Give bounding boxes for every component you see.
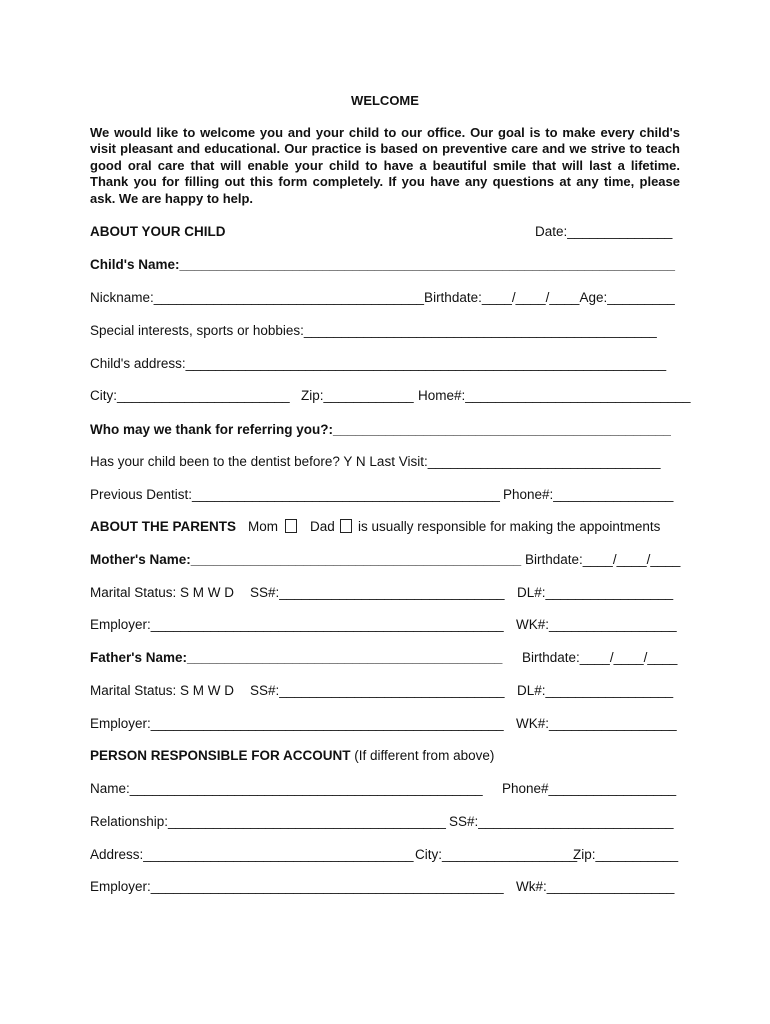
referral-row [90, 422, 682, 440]
mothers-name-field[interactable]: Mother's Name:____________________________________________ [90, 552, 522, 567]
zip-field[interactable]: Zip:____________ [301, 388, 414, 403]
mother-ss-field[interactable]: SS#:______________________________ [250, 585, 505, 600]
account-name-field[interactable]: Name:_______________________________________________ [90, 781, 483, 796]
dentist-phone-field[interactable]: Phone#:________________ [503, 487, 674, 502]
mother-employer-row [90, 617, 682, 635]
account-ss-field[interactable]: SS#:__________________________ [449, 814, 674, 829]
account-relationship-row [90, 814, 682, 832]
referral-field[interactable]: Who may we thank for referring you?:_____________________________________________ [90, 422, 671, 437]
intro-paragraph [90, 125, 680, 207]
childs-name-row [90, 257, 682, 275]
mothers-birthdate-field[interactable]: Birthdate:____/____/____ [525, 552, 681, 567]
account-name-row [90, 781, 682, 799]
form-title: WELCOME [351, 93, 419, 108]
dad-checkbox[interactable] [340, 519, 352, 533]
dad-label: Dad [310, 519, 335, 534]
fathers-name-field[interactable]: Father's Name:__________________________________________ [90, 650, 503, 665]
account-employer-field[interactable]: Employer:_______________________________________________ [90, 879, 504, 894]
account-phone-field[interactable]: Phone#_________________ [502, 781, 677, 796]
father-marital-status[interactable]: Marital Status: S M W D [90, 683, 235, 698]
previous-dentist-row [90, 487, 682, 505]
account-address-row [90, 847, 682, 865]
father-marital-row [90, 683, 682, 701]
parents-heading: ABOUT THE PARENTS [90, 519, 237, 534]
interests-field[interactable]: Special interests, sports or hobbies:_______________________________________________ [90, 323, 657, 338]
city-field[interactable]: City:_______________________ [90, 388, 290, 403]
dentist-before-field[interactable]: Has your child been to the dentist before? Y N Last Visit:_______________________________ [90, 454, 661, 469]
fathers-name-row [90, 650, 682, 668]
intro-text: We would like to welcome you and your child to our office. Our goal is to make every child's visit pleasant and educational. Our practice is based on preventive care and we strive to teach good oral care that will enable your child to have a beautiful smile that will last a lifetime. Thank you for filling out this form completely. If you have any questions at any time, please ask. We are happy to help. [90, 125, 680, 206]
account-wk-field[interactable]: Wk#:_________________ [516, 879, 675, 894]
parents-header-row [90, 519, 682, 537]
childs-name-field[interactable]: Child's Name:__________________________________________________________________ [90, 257, 676, 272]
relationship-field[interactable]: Relationship:_____________________________________ [90, 814, 446, 829]
nickname-birthdate-age-field[interactable]: Nickname:____________________________________Birthdate:____/____/____Age:_________ [90, 290, 675, 305]
account-employer-row [90, 879, 682, 897]
mom-label: Mom [248, 519, 278, 534]
home-phone-field[interactable]: Home#:______________________________ [418, 388, 691, 403]
account-address-field[interactable]: Address:____________________________________ [90, 847, 414, 862]
father-employer-field[interactable]: Employer:_______________________________________________ [90, 716, 504, 731]
dentist-before-row [90, 454, 682, 472]
child-address-row [90, 356, 682, 374]
father-wk-field[interactable]: WK#:_________________ [516, 716, 677, 731]
mother-employer-field[interactable]: Employer:_______________________________________________ [90, 617, 504, 632]
mom-checkbox[interactable] [285, 519, 297, 533]
fathers-birthdate-field[interactable]: Birthdate:____/____/____ [522, 650, 678, 665]
account-city-field[interactable]: City:__________________ [415, 847, 578, 862]
account-zip-field[interactable]: Zip:___________ [573, 847, 679, 862]
mother-dl-field[interactable]: DL#:_________________ [517, 585, 674, 600]
about-child-header-row [90, 224, 682, 242]
nickname-row [90, 290, 682, 308]
mother-wk-field[interactable]: WK#:_________________ [516, 617, 677, 632]
previous-dentist-field[interactable]: Previous Dentist:_________________________________________ [90, 487, 500, 502]
father-dl-field[interactable]: DL#:_________________ [517, 683, 674, 698]
responsible-text: is usually responsible for making the appointments [358, 519, 661, 534]
mother-marital-row [90, 585, 682, 603]
father-ss-field[interactable]: SS#:______________________________ [250, 683, 505, 698]
father-employer-row [90, 716, 682, 734]
mothers-name-row [90, 552, 682, 570]
account-heading: PERSON RESPONSIBLE FOR ACCOUNT [90, 748, 351, 763]
account-heading-line [90, 748, 494, 763]
account-header-row [90, 748, 682, 766]
date-field[interactable]: Date:______________ [535, 224, 673, 239]
account-heading-note: (If different from above) [350, 748, 495, 763]
mother-marital-status[interactable]: Marital Status: S M W D [90, 585, 235, 600]
child-address-field[interactable]: Child's address:________________________________________________________________ [90, 356, 667, 371]
about-child-heading: ABOUT YOUR CHILD [90, 224, 226, 239]
city-zip-home-row [90, 388, 691, 406]
interests-row [90, 323, 682, 341]
